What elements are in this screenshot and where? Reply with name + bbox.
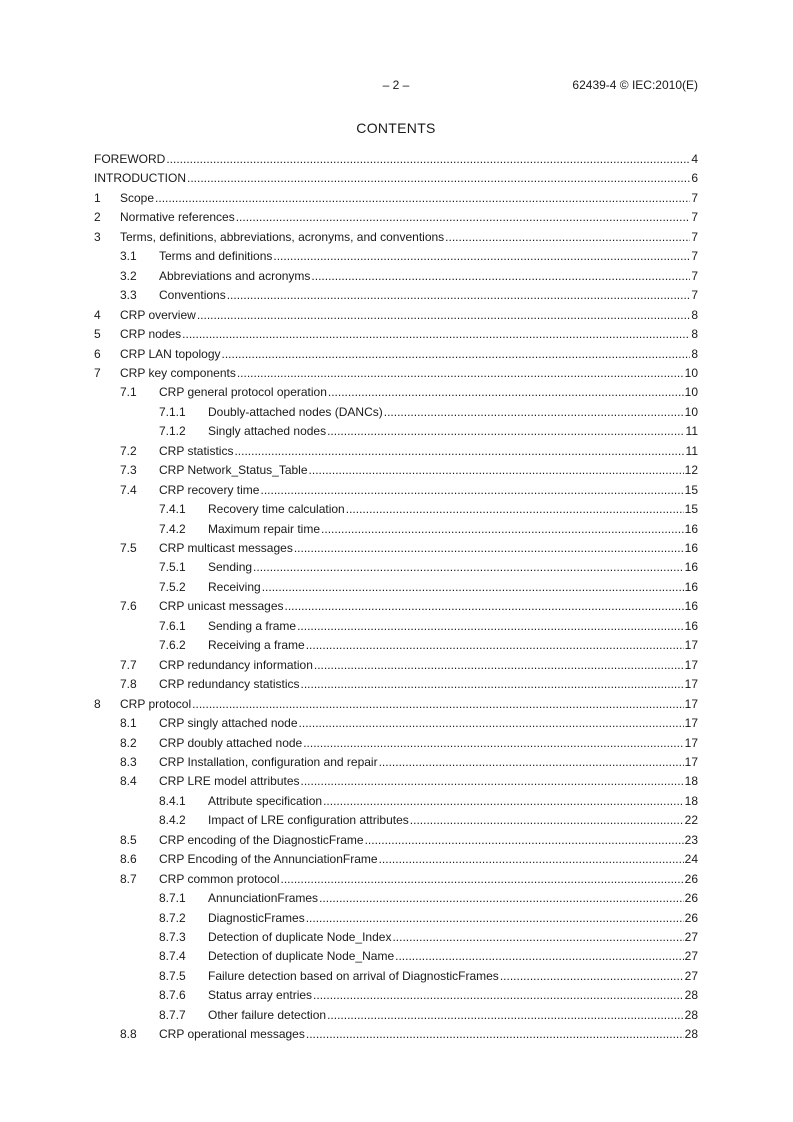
toc-entry-page: 16 xyxy=(684,521,698,536)
page-number: – 2 – xyxy=(382,78,410,92)
toc-entry[interactable] xyxy=(94,714,698,730)
toc-entry-title: Conventions xyxy=(159,288,226,303)
toc-entry-number: 7.4.1 xyxy=(159,502,186,517)
toc-dot-leader xyxy=(328,385,684,399)
toc-entry-number: 8 xyxy=(94,696,101,711)
toc-entry-page: 17 xyxy=(684,677,698,692)
toc-dot-leader xyxy=(182,327,690,341)
toc-entry-page: 26 xyxy=(684,871,698,886)
toc-entry-number: 8.4.1 xyxy=(159,793,186,808)
toc-dot-leader xyxy=(500,969,684,983)
toc-entry[interactable] xyxy=(94,422,698,438)
toc-dot-leader xyxy=(273,249,690,263)
toc-dot-leader xyxy=(294,541,684,555)
toc-dot-leader xyxy=(301,774,684,788)
toc-entry[interactable] xyxy=(94,520,698,536)
toc-entry-title: CRP unicast messages xyxy=(159,599,284,614)
page-header xyxy=(94,78,698,94)
toc-entry-title: Scope xyxy=(120,190,155,205)
toc-entry[interactable] xyxy=(94,228,698,244)
toc-entry-title: CRP statistics xyxy=(159,443,234,458)
toc-entry-page: 26 xyxy=(684,910,698,925)
toc-entry[interactable] xyxy=(94,364,698,380)
toc-entry-title: Maximum repair time xyxy=(208,521,321,536)
toc-entry[interactable] xyxy=(94,500,698,516)
toc-entry[interactable] xyxy=(94,772,698,788)
toc-entry-title: Doubly-attached nodes (DANCs) xyxy=(208,404,383,419)
toc-dot-leader xyxy=(306,911,684,925)
toc-entry-page: 7 xyxy=(691,190,698,205)
toc-entry-number: 8.6 xyxy=(120,852,137,867)
toc-entry-page: 7 xyxy=(691,229,698,244)
toc-entry-page: 27 xyxy=(684,930,698,944)
toc-entry-number: 7.1.2 xyxy=(159,424,186,439)
toc-entry-title: CRP Encoding of the AnnunciationFrame xyxy=(159,852,378,867)
toc-entry[interactable] xyxy=(94,267,698,283)
toc-entry-number: 8.7 xyxy=(120,871,137,886)
toc-dot-leader xyxy=(306,638,684,652)
toc-entry[interactable] xyxy=(94,811,698,827)
toc-entry-title: CRP general protocol operation xyxy=(159,385,327,400)
toc-entry-number: 7.5.2 xyxy=(159,579,186,594)
toc-entry[interactable] xyxy=(94,345,698,361)
toc-entry[interactable] xyxy=(94,636,698,652)
toc-entry-page: 18 xyxy=(684,793,698,808)
toc-entry-title: Terms and definitions xyxy=(159,249,273,264)
toc-entry-page: 15 xyxy=(684,482,698,497)
toc-entry-title: Detection of duplicate Node_Name xyxy=(208,949,395,964)
toc-entry-page: 8 xyxy=(691,307,698,322)
toc-entry-number: 8.7.6 xyxy=(159,988,186,1003)
toc-entry-page: 16 xyxy=(684,599,698,614)
toc-entry-title: Attribute specification xyxy=(208,793,323,808)
toc-dot-leader xyxy=(445,230,690,244)
toc-dot-leader xyxy=(313,988,684,1002)
toc-dot-leader xyxy=(314,658,684,672)
toc-entry-number: 7.4 xyxy=(120,482,137,497)
toc-entry-number: 8.7.3 xyxy=(159,930,186,944)
toc-entry-number: 7.2 xyxy=(120,443,137,458)
toc-entry-page: 22 xyxy=(684,813,698,828)
toc-entry-page: 17 xyxy=(684,638,698,653)
toc-entry-page: 7 xyxy=(691,288,698,303)
toc-dot-leader xyxy=(410,813,684,827)
toc-dot-leader xyxy=(392,930,683,944)
toc-dot-leader xyxy=(236,210,691,224)
toc-entry[interactable] xyxy=(94,1006,698,1022)
toc-entry[interactable] xyxy=(94,675,698,691)
toc-dot-leader xyxy=(260,483,683,497)
contents-title: CONTENTS xyxy=(356,120,436,136)
toc-dot-leader xyxy=(323,794,684,808)
toc-entry[interactable] xyxy=(94,695,698,711)
toc-dot-leader xyxy=(309,463,684,477)
toc-entry-number: 8.4 xyxy=(120,774,137,789)
toc-entry-number: 7.5 xyxy=(120,541,137,555)
toc-entry[interactable] xyxy=(94,617,698,633)
toc-dot-leader xyxy=(234,444,684,458)
toc-entry-title: Receiving a frame xyxy=(208,638,305,653)
toc-dot-leader xyxy=(285,599,684,613)
toc-entry[interactable] xyxy=(94,169,698,185)
toc-entry-title: Status array entries xyxy=(208,988,313,1003)
toc-entry-page: 16 xyxy=(684,618,698,633)
toc-entry[interactable] xyxy=(94,383,698,399)
toc-entry-number: 4 xyxy=(94,307,101,322)
toc-entry-title: CRP key components xyxy=(120,365,236,380)
toc-entry-page: 11 xyxy=(685,424,698,439)
toc-entry-page: 16 xyxy=(684,541,698,555)
toc-entry[interactable] xyxy=(94,150,698,166)
toc-entry[interactable] xyxy=(94,461,698,477)
toc-entry-page: 28 xyxy=(684,988,698,1003)
toc-entry-number: 7.7 xyxy=(120,657,137,672)
toc-dot-leader xyxy=(384,405,684,419)
toc-entry-number: 2 xyxy=(94,210,101,225)
toc-entry-number: 8.7.1 xyxy=(159,891,186,906)
toc-entry-number: 8.4.2 xyxy=(159,813,186,828)
toc-dot-leader xyxy=(379,755,684,769)
toc-dot-leader xyxy=(262,580,684,594)
toc-entry-number: 7.6.2 xyxy=(159,638,186,653)
toc-entry-title: Impact of LRE configuration attributes xyxy=(208,813,409,828)
toc-dot-leader xyxy=(197,308,691,322)
toc-entry-page: 24 xyxy=(684,852,698,867)
toc-dot-leader xyxy=(327,424,684,438)
toc-entry-page: 28 xyxy=(684,1027,698,1042)
toc-entry-title: Abbreviations and acronyms xyxy=(159,268,311,283)
toc-dot-leader xyxy=(155,191,690,205)
toc-entry[interactable] xyxy=(94,967,698,983)
toc-entry[interactable] xyxy=(94,734,698,750)
toc-entry-number: 7.4.2 xyxy=(159,521,186,536)
toc-entry-title: CRP encoding of the DiagnosticFrame xyxy=(159,832,364,847)
toc-entry-number: 7.1.1 xyxy=(159,404,186,419)
toc-entry-page: 4 xyxy=(691,152,698,166)
toc-entry[interactable] xyxy=(94,189,698,205)
toc-entry-title: Other failure detection xyxy=(208,1007,327,1022)
toc-entry-title: Sending xyxy=(208,560,253,575)
toc-entry-page: 8 xyxy=(691,327,698,342)
toc-entry[interactable] xyxy=(94,247,698,263)
toc-entry-page: 10 xyxy=(684,404,698,419)
toc-entry[interactable] xyxy=(94,947,698,963)
toc-entry[interactable] xyxy=(94,286,698,302)
toc-dot-leader xyxy=(253,560,684,574)
toc-entry[interactable] xyxy=(94,656,698,672)
toc-dot-leader xyxy=(187,171,690,185)
toc-entry[interactable] xyxy=(94,306,698,322)
toc-entry[interactable] xyxy=(94,909,698,925)
toc-entry-number: 8.1 xyxy=(120,716,137,731)
toc-entry[interactable] xyxy=(94,558,698,574)
toc-entry-page: 17 xyxy=(684,735,698,750)
toc-dot-leader xyxy=(395,949,684,963)
toc-entry-title: AnnunciationFrames xyxy=(208,891,319,906)
toc-entry-page: 27 xyxy=(684,949,698,964)
toc-dot-leader xyxy=(327,1008,684,1022)
toc-entry-page: 6 xyxy=(691,171,698,186)
toc-entry-title: CRP Network_Status_Table xyxy=(159,463,308,478)
toc-dot-leader xyxy=(227,288,691,302)
toc-entry-number: 7 xyxy=(94,365,101,380)
toc-entry-title: CRP LRE model attributes xyxy=(159,774,300,789)
toc-dot-leader xyxy=(319,891,684,905)
toc-entry-title: CRP nodes xyxy=(120,327,182,342)
toc-entry-number: 8.8 xyxy=(120,1027,137,1042)
toc-entry[interactable] xyxy=(94,578,698,594)
toc-entry-title: CRP overview xyxy=(120,307,196,322)
toc-entry-title: Detection of duplicate Node_Index xyxy=(208,930,392,944)
toc-entry-title: CRP LAN topology xyxy=(120,346,221,361)
toc-dot-leader xyxy=(237,366,684,380)
toc-entry-number: 8.2 xyxy=(120,735,137,750)
toc-entry-page: 26 xyxy=(684,891,698,906)
toc-entry-number: 5 xyxy=(94,327,101,342)
toc-entry-title: Receiving xyxy=(208,579,261,594)
toc-entry[interactable] xyxy=(94,1025,698,1041)
toc-entry-title: Failure detection based on arrival of DiagnosticFrames xyxy=(208,968,499,983)
toc-dot-leader xyxy=(192,697,683,711)
toc-entry-title: CRP common protocol xyxy=(159,871,280,886)
toc-dot-leader xyxy=(303,736,683,750)
toc-entry[interactable] xyxy=(94,986,698,1002)
toc-entry-page: 16 xyxy=(684,560,698,575)
toc-entry[interactable] xyxy=(94,889,698,905)
toc-entry-title: CRP recovery time xyxy=(159,482,260,497)
toc-dot-leader xyxy=(281,872,684,886)
toc-entry-title: DiagnosticFrames xyxy=(208,910,305,925)
toc-entry-page: 17 xyxy=(684,696,698,711)
toc-entry[interactable] xyxy=(94,792,698,808)
toc-entry[interactable] xyxy=(94,597,698,613)
toc-entry-title: CRP redundancy information xyxy=(159,657,313,672)
toc-dot-leader xyxy=(166,152,690,166)
toc-entry-title: INTRODUCTION xyxy=(94,171,186,186)
toc-entry[interactable] xyxy=(94,831,698,847)
toc-entry-number: 3.3 xyxy=(120,288,137,303)
toc-entry-number: 7.5.1 xyxy=(159,560,186,575)
toc-dot-leader xyxy=(365,833,684,847)
toc-entry-number: 8.3 xyxy=(120,754,137,769)
toc-entry-number: 3.1 xyxy=(120,249,137,264)
toc-entry-number: 8.7.7 xyxy=(159,1007,186,1022)
toc-dot-leader xyxy=(306,1027,684,1041)
toc-entry[interactable] xyxy=(94,870,698,886)
toc-entry-page: 10 xyxy=(684,385,698,400)
toc-entry-title: Normative references xyxy=(120,210,235,225)
toc-entry-number: 8.7.4 xyxy=(159,949,186,964)
toc-entry[interactable] xyxy=(94,208,698,224)
toc-entry[interactable] xyxy=(94,442,698,458)
toc-entry-number: 7.1 xyxy=(120,385,137,400)
toc-entry-page: 12 xyxy=(684,463,698,478)
toc-entry-title: CRP multicast messages xyxy=(159,541,293,555)
toc-entry-page: 7 xyxy=(691,210,698,225)
toc-entry-number: 8.7.5 xyxy=(159,968,186,983)
toc-entry-title: Singly attached nodes xyxy=(208,424,327,439)
toc-entry[interactable] xyxy=(94,753,698,769)
toc-entry-page: 27 xyxy=(684,968,698,983)
toc-entry-page: 28 xyxy=(684,1007,698,1022)
toc-dot-leader xyxy=(346,502,684,516)
toc-entry-title: Terms, definitions, abbreviations, acronyms, and conventions xyxy=(120,229,445,244)
toc-entry-page: 17 xyxy=(684,754,698,769)
toc-entry-page: 15 xyxy=(684,502,698,517)
toc-entry-number: 3 xyxy=(94,229,101,244)
toc-entry-page: 7 xyxy=(691,249,698,264)
toc-dot-leader xyxy=(301,677,684,691)
toc-entry-title: FOREWORD xyxy=(94,152,166,166)
toc-entry-title: Sending a frame xyxy=(208,618,297,633)
toc-entry[interactable] xyxy=(94,481,698,497)
toc-entry-title: CRP Installation, configuration and repair xyxy=(159,754,378,769)
toc-entry[interactable] xyxy=(94,325,698,341)
toc-entry-page: 7 xyxy=(691,268,698,283)
toc-entry-page: 17 xyxy=(684,716,698,731)
toc-entry-number: 8.5 xyxy=(120,832,137,847)
toc-entry[interactable] xyxy=(94,539,698,555)
toc-dot-leader xyxy=(222,347,691,361)
toc-dot-leader xyxy=(299,716,684,730)
toc-entry-number: 8.7.2 xyxy=(159,910,186,925)
toc-dot-leader xyxy=(311,269,690,283)
toc-entry-page: 10 xyxy=(684,365,698,380)
toc-entry-page: 16 xyxy=(684,579,698,594)
toc-entry-page: 17 xyxy=(684,657,698,672)
toc-entry-title: CRP redundancy statistics xyxy=(159,677,300,692)
toc-entry[interactable] xyxy=(94,850,698,866)
toc-entry-number: 7.6 xyxy=(120,599,137,614)
toc-entry-page: 18 xyxy=(684,774,698,789)
toc-entry-title: CRP singly attached node xyxy=(159,716,298,731)
toc-entry[interactable] xyxy=(94,928,698,944)
toc-dot-leader xyxy=(379,852,684,866)
toc-entry-title: CRP doubly attached node xyxy=(159,735,303,750)
toc-dot-leader xyxy=(297,619,684,633)
toc-entry-title: CRP protocol xyxy=(120,696,192,711)
toc-entry-page: 8 xyxy=(691,346,698,361)
toc-entry-title: CRP operational messages xyxy=(159,1027,305,1042)
toc-entry-number: 7.3 xyxy=(120,463,137,478)
toc-dot-leader xyxy=(321,522,684,536)
toc-entry-number: 7.6.1 xyxy=(159,618,186,633)
toc-entry-number: 7.8 xyxy=(120,677,137,692)
toc-entry-page: 23 xyxy=(684,832,698,847)
toc-entry-number: 6 xyxy=(94,346,101,361)
toc-entry-number: 3.2 xyxy=(120,268,137,283)
document-reference: 62439-4 © IEC:2010(E) xyxy=(572,78,698,92)
toc-entry-page: 11 xyxy=(685,443,698,458)
toc-entry-title: Recovery time calculation xyxy=(208,502,345,517)
toc-entry-number: 1 xyxy=(94,190,101,205)
toc-entry[interactable] xyxy=(94,403,698,419)
